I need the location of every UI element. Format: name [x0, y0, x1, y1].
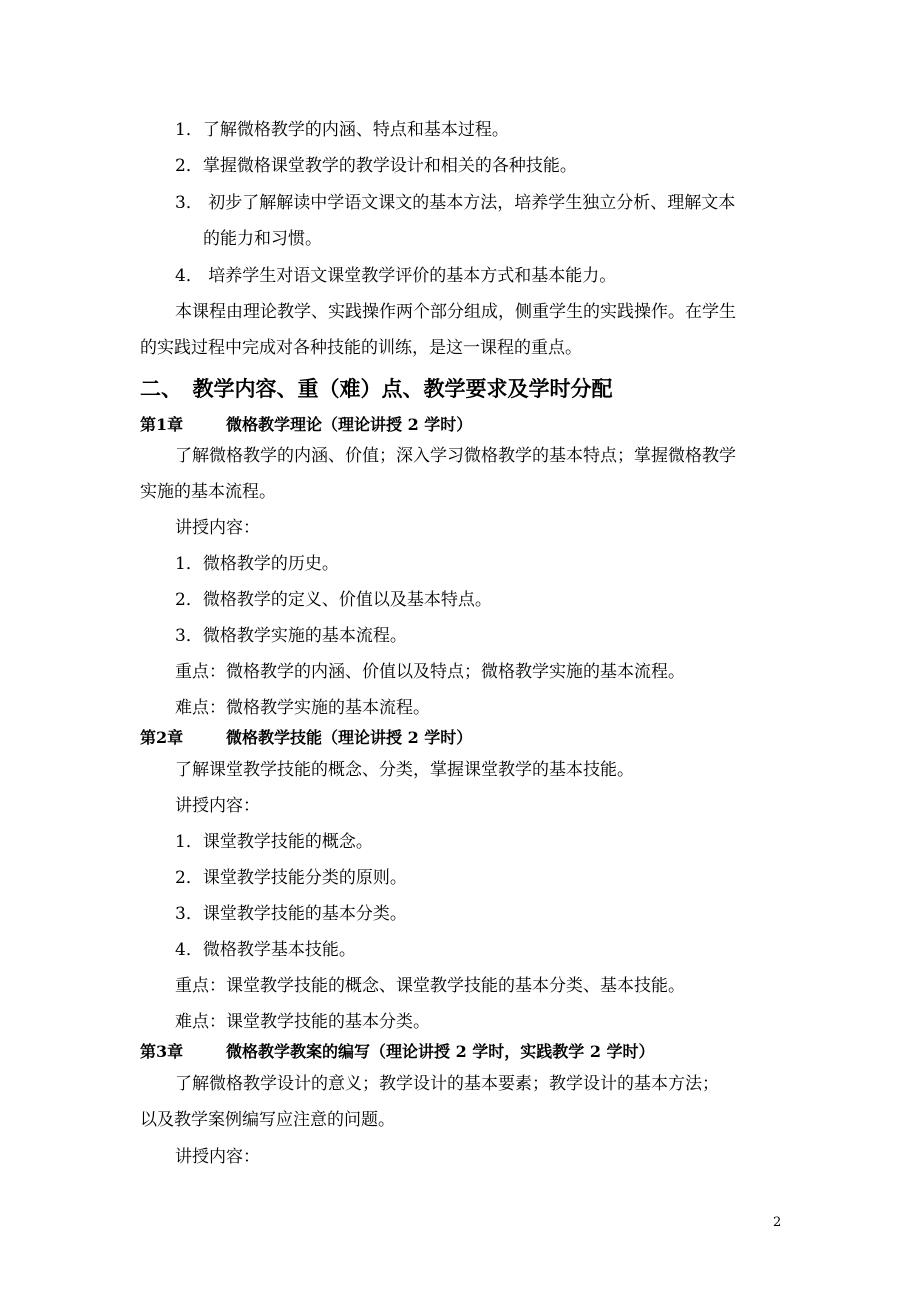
- chapter-2-number: 第2章: [140, 728, 184, 747]
- chapter-3-intro-line-1: 了解微格教学设计的意义；教学设计的基本要素；教学设计的基本方法；: [175, 1074, 719, 1094]
- chapter-1-difficulty: 难点：微格教学实施的基本流程。: [175, 698, 430, 718]
- chapter-1-intro-line-2: 实施的基本流程。: [140, 482, 276, 502]
- chapter-2-heading: [140, 727, 472, 749]
- objective-3: 3． 初步了解解读中学语文课文的基本方法，培养学生独立分析、理解文本: [175, 193, 736, 213]
- chapter-1-item-3: 3．微格教学实施的基本流程。: [175, 626, 407, 646]
- section-heading: 二、 教学内容、重（难）点、教学要求及学时分配: [140, 376, 613, 401]
- page-number: 2: [773, 1215, 782, 1230]
- chapter-1-title: 微格教学理论（理论讲授 2 学时）: [226, 415, 473, 434]
- objective-3-continued: 的能力和习惯。: [203, 229, 322, 249]
- chapter-2-item-3: 3．课堂教学技能的基本分类。: [175, 904, 407, 924]
- chapter-3-number: 第3章: [140, 1042, 184, 1061]
- chapter-3-title: 微格教学教案的编写（理论讲授 2 学时，实践教学 2 学时）: [226, 1042, 655, 1061]
- chapter-2-item-2: 2．课堂教学技能分类的原则。: [175, 868, 407, 888]
- chapter-1-key-point: 重点：微格教学的内涵、价值以及特点；微格教学实施的基本流程。: [175, 662, 685, 682]
- chapter-2-key-point: 重点：课堂教学技能的概念、课堂教学技能的基本分类、基本技能。: [175, 976, 685, 996]
- objective-2: 2．掌握微格课堂教学的教学设计和相关的各种技能。: [175, 156, 577, 176]
- objective-4: 4． 培养学生对语文课堂教学评价的基本方式和基本能力。: [175, 266, 617, 286]
- chapter-1-content-label: 讲授内容：: [175, 518, 260, 538]
- chapter-1-item-2: 2．微格教学的定义、价值以及基本特点。: [175, 590, 492, 610]
- chapter-3-intro-line-2: 以及教学案例编写应注意的问题。: [140, 1110, 395, 1130]
- chapter-1-intro-line-1: 了解微格教学的内涵、价值；深入学习微格教学的基本特点；掌握微格教学: [175, 446, 736, 466]
- chapter-2-item-1: 1．课堂教学技能的概念。: [175, 832, 373, 852]
- chapter-1-item-1: 1．微格教学的历史。: [175, 554, 339, 574]
- chapter-2-difficulty: 难点：课堂教学技能的基本分类。: [175, 1012, 430, 1032]
- chapter-2-content-label: 讲授内容：: [175, 796, 260, 816]
- chapter-2-intro: 了解课堂教学技能的概念、分类，掌握课堂教学的基本技能。: [175, 760, 634, 780]
- objective-1: 1．了解微格教学的内涵、特点和基本过程。: [175, 120, 509, 140]
- course-note-line-2: 的实践过程中完成对各种技能的训练，是这一课程的重点。: [140, 338, 582, 358]
- chapter-2-title: 微格教学技能（理论讲授 2 学时）: [226, 728, 473, 747]
- chapter-1-number: 第1章: [140, 415, 184, 434]
- course-note-line-1: 本课程由理论教学、实践操作两个部分组成，侧重学生的实践操作。在学生: [175, 302, 736, 322]
- chapter-3-content-label: 讲授内容：: [175, 1147, 260, 1167]
- chapter-3-heading: [140, 1041, 655, 1063]
- chapter-2-item-4: 4．微格教学基本技能。: [175, 940, 356, 960]
- chapter-1-heading: [140, 414, 472, 436]
